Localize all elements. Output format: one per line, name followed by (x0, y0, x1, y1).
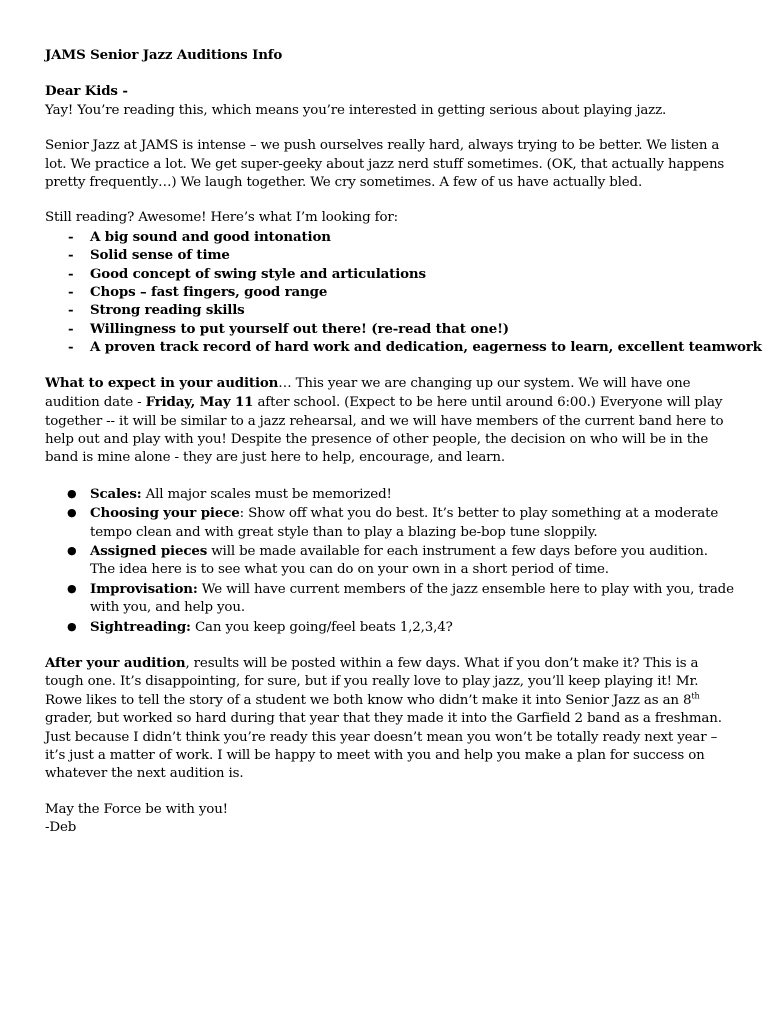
list-item: ● Scales: All major scales must be memorized! (67, 485, 392, 502)
list-item: ● Assigned pieces will be made available for each instrument a few days before you audition. The idea here is to see what you can do on your own in a short period of time. (67, 542, 708, 578)
list-item: - A proven track record of hard work and dedication, eagerness to learn, excellent teamwork (68, 339, 762, 356)
document-title: JAMS Senior Jazz Auditions Info (45, 47, 283, 63)
list-item: ● Improvisation: We will have current members of the jazz ensemble here to play with you, trade with you, and help you. (67, 580, 734, 616)
signature: -Deb (45, 820, 77, 836)
list-item: - Willingness to put yourself out there! (re-read that one!) (68, 320, 509, 337)
greeting: Dear Kids - (45, 83, 128, 100)
list-item: - Strong reading skills (68, 302, 245, 319)
audition-components-list (45, 485, 735, 637)
requirements-list (45, 228, 762, 357)
list-item: - Good concept of swing style and articulations (68, 265, 426, 282)
program-description: Senior Jazz at JAMS is intense – we push ourselves really hard, always trying to be better. We listen a lot. We practice a lot. We get super-geeky about jazz nerd stuff sometimes. (OK, that actually happens pretty frequently…) We laugh together. We cry sometimes. A few of us have actually bled. (45, 138, 725, 191)
closing-line: May the Force be with you! (45, 801, 228, 817)
audition-expectations: What to expect in your audition… This year we are changing up our system. We will have one audition date - Friday, May 11 after school. (Expect to be here until around 6:00.) Everyone will play together -- it will be similar to a jazz rehearsal, and we will have members of the current band here to help out and play with you! Despite the presence of other people, the decision on who will be in the band is mine alone - they are just here to help, encourage, and learn. (45, 374, 724, 466)
list-item: ● Sightreading: Can you keep going/feel beats 1,2,3,4? (67, 618, 453, 635)
list-item: - Chops – fast fingers, good range (68, 284, 328, 301)
document-page (45, 46, 762, 838)
list-item: ● Choosing your piece: Show off what you do best. It’s better to play something at a moderate tempo clean and with great style than to play a blazing be-bop tune sloppily. (67, 505, 719, 540)
intro-paragraph: Yay! You’re reading this, which means you’re interested in getting serious about playing jazz. (45, 102, 667, 118)
list-item: - A big sound and good intonation (68, 228, 331, 245)
looking-for-lead: Still reading? Awesome! Here’s what I’m looking for: (45, 210, 399, 226)
list-item: - Solid sense of time (68, 247, 230, 264)
after-audition-paragraph: After your audition, results will be posted within a few days. What if you don’t make it? This is a tough one. It’s disappointing, for sure, but if you really love to play jazz, you’ll keep playing it! Mr. Rowe likes to tell the story of a student we both know who didn’t make it into Senior Jazz as an 8th grader, but worked so hard during that year that they made it into the Garfield 2 band as a freshman. Just because I didn’t think you’re ready this year doesn’t mean you won’t be totally ready next year – it’s just a matter of work. I will be happy to meet with you and help you make a plan for success on whatever the next audition is. (45, 654, 722, 782)
